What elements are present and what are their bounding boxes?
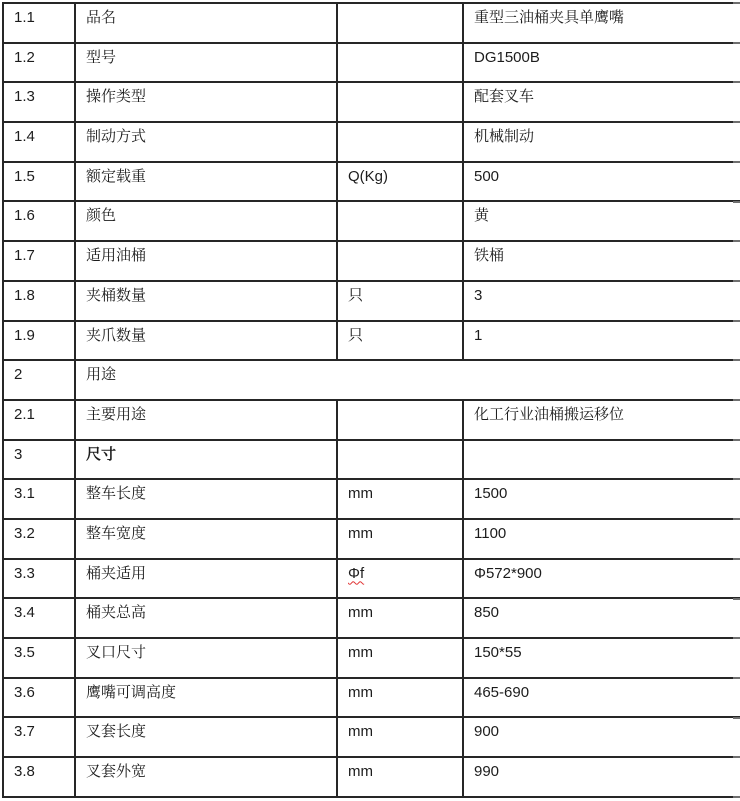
- spec-unit-cell: [337, 122, 463, 162]
- spec-unit-text: mm: [348, 485, 373, 503]
- spec-unit-text: Φf: [348, 564, 365, 582]
- spec-label-cell: 鹰嘴可调高度: [75, 678, 337, 718]
- spec-value-cell: 500: [463, 162, 740, 202]
- row-border-stub: [733, 677, 740, 679]
- spec-unit-cell: [337, 638, 463, 678]
- row-number-cell: 2.1: [3, 400, 75, 440]
- table-row: [3, 678, 740, 718]
- row-border-stub: [733, 478, 740, 480]
- spec-value-cell: 重型三油桶夹具单鹰嘴: [463, 3, 740, 43]
- spec-label-cell: 操作类型: [75, 82, 337, 122]
- table-row: [3, 201, 740, 241]
- spec-label-cell: 整车长度: [75, 479, 337, 519]
- spec-label-cell: 叉套外宽: [75, 757, 337, 797]
- spec-unit-cell: [337, 201, 463, 241]
- row-number-cell: 1.3: [3, 82, 75, 122]
- row-border-stub: [733, 399, 740, 401]
- row-border-stub: [733, 359, 740, 361]
- row-number-cell: 1.2: [3, 43, 75, 83]
- spec-value-cell: 850: [463, 598, 740, 638]
- row-number-cell: 1.4: [3, 122, 75, 162]
- spec-value-cell: [463, 440, 740, 480]
- spec-unit-text: mm: [348, 683, 373, 701]
- table-row: [3, 757, 740, 797]
- spec-label-cell: 制动方式: [75, 122, 337, 162]
- spec-value-cell: 900: [463, 717, 740, 757]
- row-border-stub: [733, 2, 740, 4]
- spec-value-cell: Φ572*900: [463, 559, 740, 599]
- spec-value-cell: 黄: [463, 201, 740, 241]
- spec-unit-cell: [337, 479, 463, 519]
- spec-value-cell: 150*55: [463, 638, 740, 678]
- spec-value-cell: 465-690: [463, 678, 740, 718]
- row-border-stub: [733, 42, 740, 44]
- spec-table-body: [3, 3, 740, 797]
- row-border-stub: [733, 796, 740, 798]
- row-number-cell: 1.6: [3, 201, 75, 241]
- row-number-cell: 3.1: [3, 479, 75, 519]
- table-row: [3, 519, 740, 559]
- table-row: [3, 3, 740, 43]
- spec-unit-text: 只: [348, 286, 364, 304]
- row-border-stub: [733, 637, 740, 639]
- row-border-stub: [733, 439, 740, 441]
- spec-unit-cell: [337, 162, 463, 202]
- spec-label-cell: 额定载重: [75, 162, 337, 202]
- spec-table: [2, 2, 740, 798]
- table-row: [3, 598, 740, 638]
- row-number-cell: 2: [3, 360, 75, 400]
- row-number-cell: 1.7: [3, 241, 75, 281]
- row-border-stub: [733, 558, 740, 560]
- spec-value-cell: DG1500B: [463, 43, 740, 83]
- row-number-cell: 1.5: [3, 162, 75, 202]
- row-number-cell: 3.5: [3, 638, 75, 678]
- spec-label-cell: 桶夹适用: [75, 559, 337, 599]
- spec-unit-cell: [337, 440, 463, 480]
- table-row: [3, 321, 740, 361]
- spec-unit-cell: [337, 321, 463, 361]
- spec-label-cell: 型号: [75, 43, 337, 83]
- table-row: [3, 559, 740, 599]
- table-row: [3, 281, 740, 321]
- spec-label-cell: 叉口尺寸: [75, 638, 337, 678]
- row-number-cell: 3: [3, 440, 75, 480]
- spec-value-cell: 配套叉车: [463, 82, 740, 122]
- row-border-stub: [733, 121, 740, 123]
- spec-unit-text: mm: [348, 644, 373, 661]
- spec-label-cell: 用途: [75, 360, 740, 400]
- spec-label-cell: 整车宽度: [75, 519, 337, 559]
- spec-unit-cell: [337, 82, 463, 122]
- spec-unit-cell: [337, 598, 463, 638]
- row-border-stub: [733, 280, 740, 282]
- table-row: [3, 638, 740, 678]
- spec-unit-text: 只: [348, 326, 364, 344]
- table-row: [3, 241, 740, 281]
- spec-unit-cell: [337, 400, 463, 440]
- table-row: [3, 360, 740, 400]
- row-number-cell: 1.9: [3, 321, 75, 361]
- row-border-stub: [733, 161, 740, 163]
- spec-value-cell: 铁桶: [463, 241, 740, 281]
- row-border-stub: [733, 756, 740, 758]
- row-number-cell: 3.2: [3, 519, 75, 559]
- spec-unit-cell: [337, 678, 463, 718]
- spec-label-cell: 叉套长度: [75, 717, 337, 757]
- spec-unit-cell: [337, 559, 463, 599]
- spec-label-cell: 主要用途: [75, 400, 337, 440]
- spec-unit-text: Q(Kg): [348, 167, 389, 185]
- spec-unit-cell: [337, 717, 463, 757]
- spec-unit-cell: [337, 43, 463, 83]
- table-row: [3, 82, 740, 122]
- row-border-stub: [733, 201, 740, 203]
- spec-unit-text: mm: [348, 604, 373, 622]
- table-row: [3, 717, 740, 757]
- row-border-stub: [733, 518, 740, 520]
- spec-label-cell: 桶夹总高: [75, 598, 337, 638]
- spec-unit-text: mm: [348, 723, 373, 741]
- spec-label-cell: 夹爪数量: [75, 321, 337, 361]
- spec-label-cell: 颜色: [75, 201, 337, 241]
- spec-unit-cell: [337, 3, 463, 43]
- row-number-cell: 3.8: [3, 757, 75, 797]
- spec-unit-text: mm: [348, 763, 373, 781]
- spec-unit-text: mm: [348, 524, 373, 542]
- row-number-cell: 1.8: [3, 281, 75, 321]
- spec-value-cell: 机械制动: [463, 122, 740, 162]
- row-number-cell: 1.1: [3, 3, 75, 43]
- row-border-stub: [733, 598, 740, 600]
- row-number-cell: 3.7: [3, 717, 75, 757]
- table-row: [3, 400, 740, 440]
- table-row: [3, 440, 740, 480]
- spec-value-cell: 1100: [463, 519, 740, 559]
- spec-unit-cell: [337, 519, 463, 559]
- row-number-cell: 3.3: [3, 559, 75, 599]
- row-border-stub: [733, 717, 740, 719]
- spec-value-cell: 990: [463, 757, 740, 797]
- spec-unit-cell: [337, 757, 463, 797]
- spec-label-cell: 品名: [75, 3, 337, 43]
- row-border-stub: [733, 81, 740, 83]
- spec-value-cell: 化工行业油桶搬运移位: [463, 400, 740, 440]
- table-row: [3, 122, 740, 162]
- spec-unit-cell: [337, 281, 463, 321]
- spec-label-cell: 尺寸: [75, 440, 337, 480]
- spec-unit-cell: [337, 241, 463, 281]
- spec-label-cell: 夹桶数量: [75, 281, 337, 321]
- table-row: [3, 43, 740, 83]
- row-number-cell: 3.4: [3, 598, 75, 638]
- spec-value-cell: 1500: [463, 479, 740, 519]
- row-number-cell: 3.6: [3, 678, 75, 718]
- row-border-stub: [733, 240, 740, 242]
- spec-value-cell: 3: [463, 281, 740, 321]
- table-row: [3, 479, 740, 519]
- spec-value-cell: 1: [463, 321, 740, 361]
- row-border-stub: [733, 320, 740, 322]
- spec-label-cell: 适用油桶: [75, 241, 337, 281]
- table-row: [3, 162, 740, 202]
